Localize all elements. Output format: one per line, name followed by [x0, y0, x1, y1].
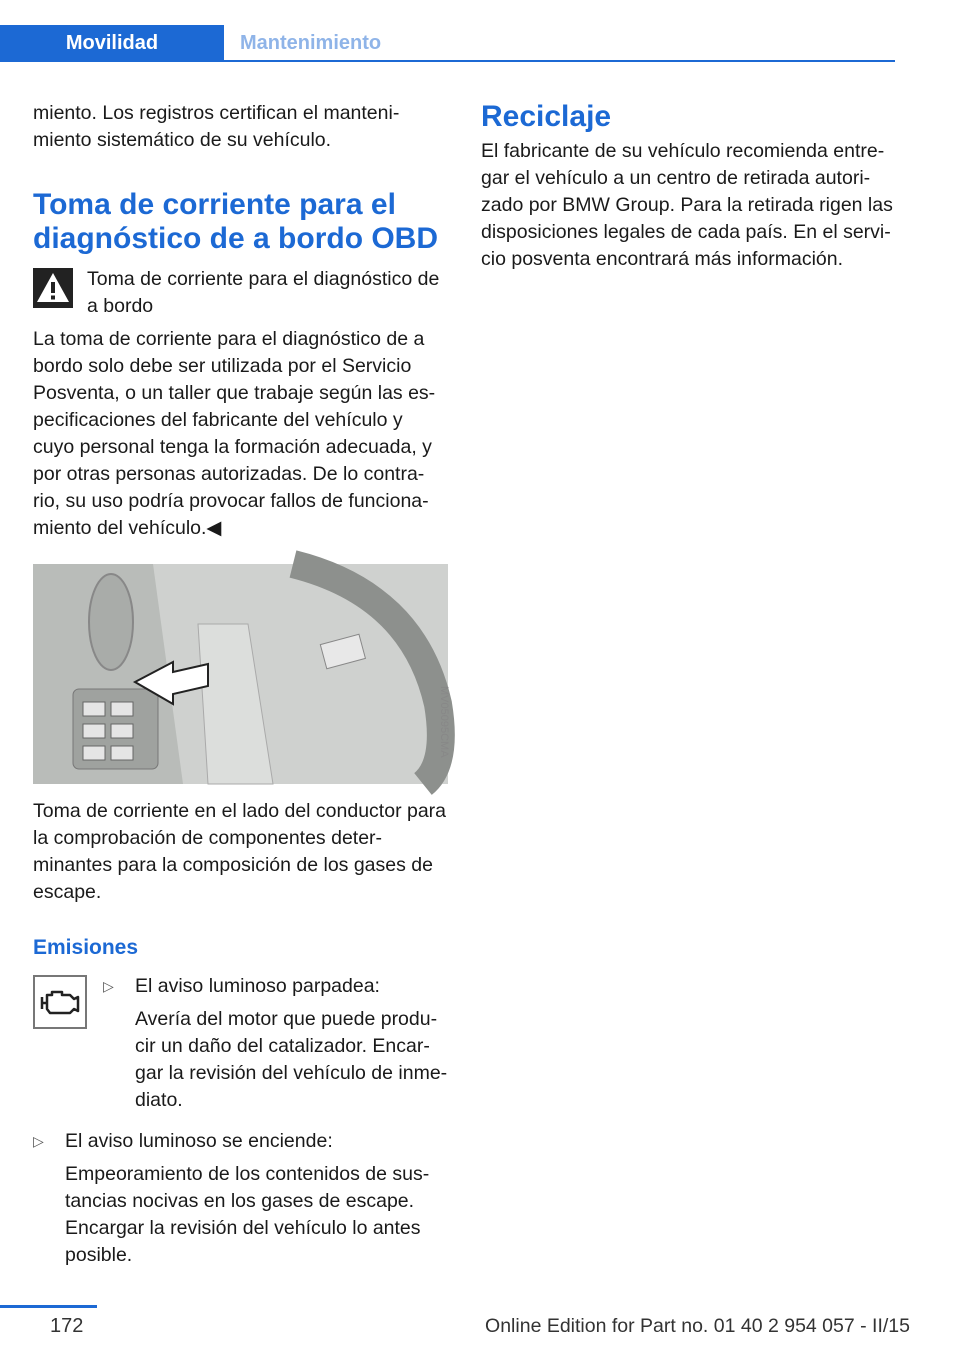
warning-block [33, 266, 448, 320]
left-column [33, 100, 448, 1269]
tab-movilidad[interactable]: Movilidad [0, 25, 224, 62]
emission-item-2 [33, 1128, 448, 1269]
engine-warning-icon [33, 975, 87, 1029]
right-column [481, 100, 896, 273]
recycling-heading: Reciclaje [481, 100, 612, 133]
online-edition: Online Edition for Part no. 01 40 2 954 057 - II/15 [485, 1315, 910, 1337]
emission-item-2-content [65, 1128, 448, 1269]
figure-caption: Toma de corriente en el lado del conductor para la comprobación de componentes deter-minantes para la composición de los gases de escape. [33, 800, 447, 903]
bullet-icon: ▷ [103, 978, 114, 994]
emission-item-2-title: El aviso luminoso se enciende: [65, 1130, 333, 1152]
obd-figure [33, 564, 448, 784]
warning-title: Toma de corriente para el diagnóstico de a bordo [87, 268, 440, 317]
footer-divider [0, 1305, 97, 1308]
tab-mantenimiento[interactable]: Mantenimiento [240, 32, 382, 54]
emission-item-2-text: Empeoramiento de los contenidos de sus-tancias nocivas en los gases de escape. Encargar la revisión del vehículo lo antes posible. [65, 1163, 430, 1266]
obd-heading: Toma de corriente para el diagnóstico de a bordo OBD [33, 188, 439, 255]
emission-item-1 [33, 973, 448, 1114]
emission-item-1-title: El aviso luminoso parpadea: [135, 975, 380, 997]
bullet-icon: ▷ [33, 1133, 44, 1149]
warning-body: La toma de corriente para el diagnóstico de a bordo solo debe ser utilizada por el Servicio Posventa, o un taller que trabaje según las es-pecificaciones del fabricante del vehículo y cuyo personal tenga la formación adecuada, y por otras personas autorizadas. De lo contra-rio, su uso podría provocar fallos de funciona-miento del vehículo.◀ [33, 328, 436, 539]
page-number: 172 [50, 1315, 84, 1337]
page-header [0, 0, 895, 62]
figure-code: MV05095CMA [438, 686, 450, 758]
recycling-body: El fabricante de su vehículo recomienda entre-gar el vehículo a un centro de retirada autori-zado por BMW Group. Para la retirada rigen las disposiciones legales de cada país. En el servi-cio posventa encontrará más información. [481, 140, 893, 270]
warning-triangle-icon [33, 268, 73, 308]
emissions-heading: Emisiones [33, 936, 139, 959]
header-divider [0, 60, 895, 62]
intro-paragraph: miento. Los registros certifican el manteni-miento sistemático de su vehículo. [33, 102, 400, 151]
obd-illustration [33, 564, 448, 784]
emission-item-1-content [135, 973, 448, 1114]
emission-item-1-text: Avería del motor que puede produ-cir un daño del catalizador. Encar-gar la revisión del vehículo de inme-diato. [135, 1008, 448, 1111]
